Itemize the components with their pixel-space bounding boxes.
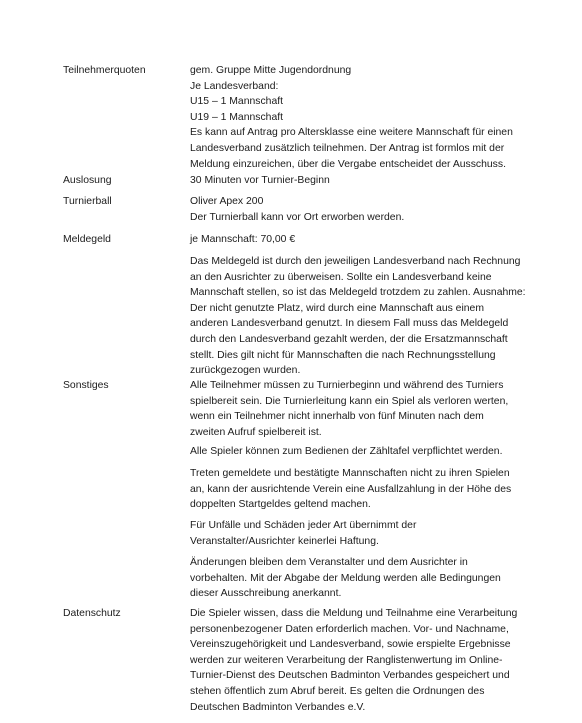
text-line: Deutschen Badminton Verbandes e.V. <box>190 701 366 713</box>
text-line: Vereinszugehörigkeit und Landesverband, sowie erspielte Ergebnisse <box>190 639 511 651</box>
text-line: Meldung einzureichen, über die Vergabe entscheidet der Ausschuss. <box>190 158 506 170</box>
section-label: Sonstiges <box>63 380 109 391</box>
text-line: stehen öffentlich zum Abruf bereit. Es gelten die Ordnungen des <box>190 685 485 697</box>
paragraph <box>190 63 513 172</box>
text-line: vorbehalten. Mit der Abgabe der Meldung werden alle Bedingungen <box>190 572 501 584</box>
section-label: Meldegeld <box>63 234 111 245</box>
section-label: Turnierball <box>63 196 112 207</box>
text-line: Änderungen bleiben dem Veranstalter und dem Ausrichter in <box>190 557 468 568</box>
text-line: Es kann auf Antrag pro Altersklasse eine weitere Mannschaft für einen <box>190 127 513 139</box>
text-line: U15 – 1 Mannschaft <box>190 96 283 108</box>
text-line: je Mannschaft: 70,00 € <box>190 234 296 245</box>
paragraph <box>190 232 295 248</box>
text-line: Treten gemeldete und bestätigte Mannschaften nicht zu ihren Spielen <box>190 468 510 479</box>
text-line: stellt. Dies gilt nicht für Mannschaften die nach Rechnungsstellung <box>190 349 496 361</box>
paragraph <box>190 444 502 460</box>
paragraph <box>190 555 501 602</box>
text-line: Der Turnierball kann vor Ort erworben werden. <box>190 211 405 223</box>
text-line: doppelten Startgeldes geltend machen. <box>190 499 371 511</box>
text-line: werden zur weiteren Verarbeitung der Ranglistenwertung im Online- <box>190 654 503 666</box>
text-line: an den Ausrichter zu überweisen. Sollte ein Landesverband keine <box>190 271 492 283</box>
text-line: dieser Ausschreibung anerkannt. <box>190 588 342 600</box>
text-line: Die Spieler wissen, dass die Meldung und Teilnahme eine Verarbeitung <box>190 608 518 619</box>
text-line: spielbereit sein. Die Turnierleitung kann ein Spiel als verloren werten, <box>190 395 509 407</box>
paragraph <box>190 606 517 715</box>
paragraph <box>190 518 416 549</box>
text-line: Turnier-Dienst des Deutschen Badminton Verbandes gespeichert und <box>190 670 510 682</box>
text-line: Alle Spieler können zum Bedienen der Zähltafel verpflichtet werden. <box>190 446 503 457</box>
text-line: personenbezogener Daten erforderlich machen. Vor- und Nachname, <box>190 623 509 635</box>
text-line: Das Meldegeld ist durch den jeweiligen Landesverband nach Rechnung <box>190 256 521 267</box>
section-label: Auslosung <box>63 175 112 186</box>
section-label: Teilnehmerquoten <box>63 65 146 76</box>
text-line: U19 – 1 Mannschaft <box>190 111 283 123</box>
paragraph <box>190 194 404 225</box>
text-line: Je Landesverband: <box>190 80 279 92</box>
text-line: anderen Landesverband genutzt. In diesem Fall muss das Meldegeld <box>190 318 509 330</box>
text-line: 30 Minuten vor Turnier-Beginn <box>190 175 330 186</box>
section-label: Datenschutz <box>63 608 121 619</box>
text-line: Für Unfälle und Schäden jeder Art übernimmt der <box>190 520 417 531</box>
text-line: zweiten Aufruf spielbereit ist. <box>190 426 322 438</box>
paragraph <box>190 173 330 189</box>
text-line: wenn ein Teilnehmer nicht innerhalb von fünf Minuten nach dem <box>190 411 484 423</box>
text-line: Oliver Apex 200 <box>190 196 264 207</box>
text-line: Alle Teilnehmer müssen zu Turnierbeginn und während des Turniers <box>190 380 504 391</box>
text-line: durch den Landesverband gezahlt werden, der die Ersatzmannschaft <box>190 333 508 345</box>
paragraph <box>190 378 508 440</box>
text-line: Mannschaft stellen, so ist das Meldegeld trotzdem zu zahlen. Ausnahme: <box>190 287 526 299</box>
text-line: Veranstalter/Ausrichter keinerlei Haftung. <box>190 535 379 547</box>
text-line: gem. Gruppe Mitte Jugendordnung <box>190 65 352 76</box>
text-line: Der nicht genutzte Platz, wird durch eine Mannschaft aus einem <box>190 302 484 314</box>
text-line: an, kann der ausrichtende Verein eine Ausfallzahlung in der Höhe des <box>190 483 512 495</box>
paragraph <box>190 466 511 513</box>
text-line: zurückgezogen wurden. <box>190 365 301 377</box>
text-line: Landesverband zusätzlich teilnehmen. Der Antrag ist formlos mit der <box>190 142 505 154</box>
paragraph <box>190 254 526 379</box>
